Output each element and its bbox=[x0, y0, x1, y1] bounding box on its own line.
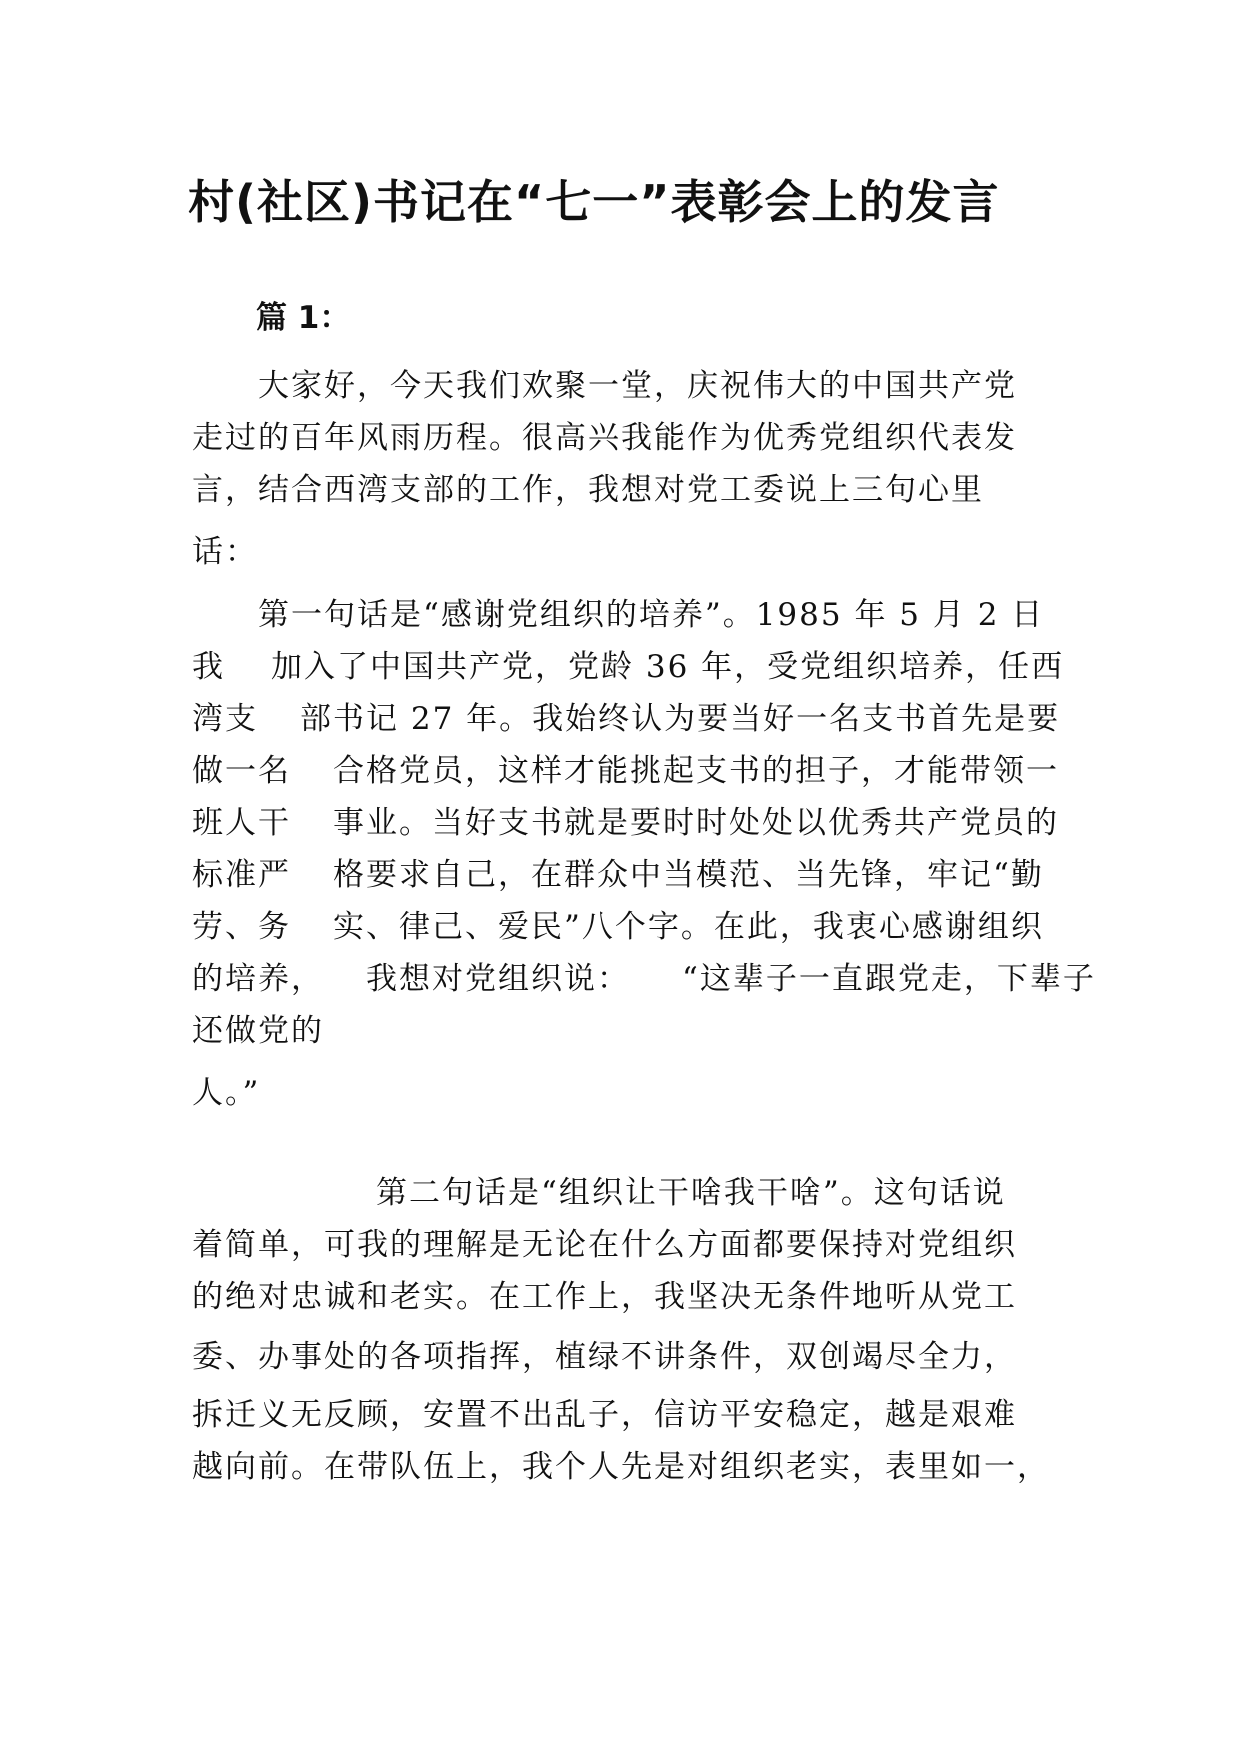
paragraph-line: 大家好，今天我们欢聚一堂，庆祝伟大的中国共产党 bbox=[258, 368, 1017, 404]
line-segment: 的培养， bbox=[192, 961, 324, 997]
paragraph-line bbox=[192, 695, 1060, 743]
line-segment: 班人干 bbox=[192, 805, 291, 841]
document-title: 村(社区)书记在“七一”表彰会上的发言 bbox=[188, 175, 1000, 229]
line-segment: 合格党员，这样才能挑起支书的担子，才能带领一 bbox=[333, 753, 1059, 789]
paragraph-line bbox=[192, 747, 1059, 795]
line-segment: 做一名 bbox=[192, 753, 291, 789]
paragraph-line: 的绝对忠诚和老实。在工作上，我坚决无条件地听从党工 bbox=[192, 1279, 1017, 1315]
paragraph-line: 话： bbox=[192, 534, 258, 570]
paragraph-line bbox=[192, 955, 1096, 1003]
paragraph-line bbox=[192, 643, 1064, 691]
paragraph-line: 越向前。在带队伍上，我个人先是对组织老实，表里如一， bbox=[192, 1449, 1050, 1485]
line-segment: 实、律己、爱民”八个字。在此，我衷心感谢组织 bbox=[333, 909, 1044, 945]
line-segment: 事业。当好支书就是要时时处处以优秀共产党员的 bbox=[333, 805, 1059, 841]
paragraph-line: 第一句话是“感谢党组织的培养”。1985 年 5 月 2 日 bbox=[258, 597, 1045, 633]
paragraph-line: 还做党的 bbox=[192, 1013, 324, 1049]
line-segment: 标准严 bbox=[192, 857, 291, 893]
paragraph-line: 第二句话是“组织让干啥我干啥”。这句话说 bbox=[376, 1175, 1006, 1211]
line-segment: 加入了中国共产党，党龄 36 年，受党组织培养，任西 bbox=[271, 649, 1065, 685]
paragraph-line: 拆迁义无反顾，安置不出乱子，信访平安稳定，越是艰难 bbox=[192, 1397, 1017, 1433]
paragraph-line: 言，结合西湾支部的工作，我想对党工委说上三句心里 bbox=[192, 472, 984, 508]
line-segment: 部书记 27 年。我始终认为要当好一名支书首先是要 bbox=[300, 701, 1061, 737]
line-segment: 格要求自己，在群众中当模范、当先锋，牢记“勤 bbox=[333, 857, 1044, 893]
paragraph-line bbox=[192, 799, 1059, 847]
paragraph-line: 着简单，可我的理解是无论在什么方面都要保持对党组织 bbox=[192, 1227, 1017, 1263]
paragraph-line bbox=[192, 903, 1044, 951]
paragraph-line: 人。” bbox=[192, 1075, 261, 1111]
section-heading: 篇 1： bbox=[256, 300, 351, 336]
line-segment: 我 bbox=[192, 649, 225, 685]
paragraph-line bbox=[192, 851, 1044, 899]
line-segment: 劳、务 bbox=[192, 909, 291, 945]
line-segment: “这辈子一直跟党走，下辈子 bbox=[682, 961, 1096, 997]
paragraph-line: 委、办事处的各项指挥，植绿不讲条件，双创竭尽全力， bbox=[192, 1339, 1017, 1375]
line-segment: 湾支 bbox=[192, 701, 258, 737]
line-segment: 我想对党组织说： bbox=[366, 961, 630, 997]
paragraph-line: 走过的百年风雨历程。很高兴我能作为优秀党组织代表发 bbox=[192, 420, 1017, 456]
